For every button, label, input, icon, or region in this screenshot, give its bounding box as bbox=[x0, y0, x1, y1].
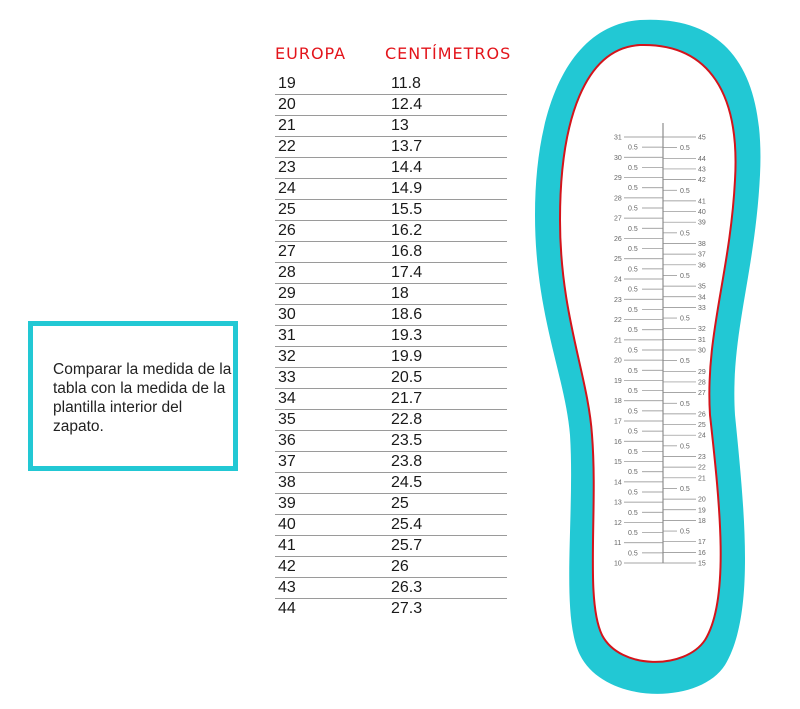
scale-label: 0.5 bbox=[680, 358, 690, 366]
table-row bbox=[275, 347, 507, 368]
table-row bbox=[275, 368, 507, 389]
scale-label: 36 bbox=[698, 262, 706, 270]
scale-label: 24 bbox=[614, 276, 622, 284]
table-row bbox=[275, 473, 507, 494]
centimeter-length: 24.5 bbox=[391, 474, 423, 491]
scale-label: 0.5 bbox=[628, 185, 638, 193]
centimeter-length: 14.4 bbox=[391, 159, 423, 176]
scale-label: 0.5 bbox=[680, 187, 690, 195]
scale-label: 25 bbox=[698, 422, 706, 430]
scale-label: 0.5 bbox=[628, 164, 638, 172]
scale-label: 0.5 bbox=[680, 272, 690, 280]
scale-label: 0.5 bbox=[680, 400, 690, 408]
europa-size: 31 bbox=[278, 327, 296, 344]
scale-label: 0.5 bbox=[680, 145, 690, 153]
centimeter-length: 25.7 bbox=[391, 537, 423, 554]
europa-size: 41 bbox=[278, 537, 296, 554]
table-row bbox=[275, 242, 507, 263]
europa-size: 32 bbox=[278, 348, 296, 365]
header-centimetros: CENTÍMETROS bbox=[385, 44, 512, 63]
table-row bbox=[275, 389, 507, 410]
scale-label: 29 bbox=[698, 368, 706, 376]
instruction-text: Comparar la medida de la tabla con la medida de la plantilla interior del zapato. bbox=[53, 361, 232, 435]
scale-label: 23 bbox=[614, 296, 622, 304]
table-row bbox=[275, 578, 507, 599]
scale-label: 28 bbox=[614, 195, 622, 203]
scale-label: 0.5 bbox=[680, 315, 690, 323]
header-europa: EUROPA bbox=[275, 44, 347, 63]
table-row bbox=[275, 410, 507, 431]
scale-label: 22 bbox=[698, 464, 706, 472]
centimeter-length: 26 bbox=[391, 558, 409, 575]
europa-size: 38 bbox=[278, 474, 296, 491]
europa-size: 42 bbox=[278, 558, 296, 575]
scale-label: 27 bbox=[614, 215, 622, 223]
scale-label: 0.5 bbox=[628, 347, 638, 355]
table-row bbox=[275, 158, 507, 179]
scale-label: 16 bbox=[698, 549, 706, 557]
scale-label: 0.5 bbox=[628, 286, 638, 294]
centimeter-length: 25.4 bbox=[391, 516, 423, 533]
scale-label: 30 bbox=[698, 347, 706, 355]
scale-label: 0.5 bbox=[680, 443, 690, 451]
scale-label: 32 bbox=[698, 326, 706, 334]
scale-label: 0.5 bbox=[680, 528, 690, 536]
table-row bbox=[275, 263, 507, 284]
centimeter-length: 12.4 bbox=[391, 96, 423, 113]
table-row bbox=[275, 515, 507, 536]
scale-label: 0.5 bbox=[680, 485, 690, 493]
scale-label: 0.5 bbox=[628, 388, 638, 396]
scale-label: 17 bbox=[698, 539, 706, 547]
centimeter-length: 18 bbox=[391, 285, 409, 302]
scale-label: 23 bbox=[698, 454, 706, 461]
scale-label: 0.5 bbox=[628, 509, 638, 517]
scale-label: 38 bbox=[698, 241, 706, 248]
scale-label: 0.5 bbox=[628, 408, 638, 416]
europa-size: 26 bbox=[278, 222, 296, 239]
scale-label: 12 bbox=[614, 519, 622, 527]
scale-label: 29 bbox=[614, 175, 622, 183]
insole-diagram bbox=[530, 15, 770, 695]
centimeter-length: 21.7 bbox=[391, 390, 423, 407]
table-row bbox=[275, 137, 507, 158]
scale-label: 15 bbox=[698, 560, 706, 568]
scale-label: 31 bbox=[698, 336, 706, 344]
europa-size: 19 bbox=[278, 75, 296, 92]
europa-size: 43 bbox=[278, 579, 296, 596]
europa-size: 37 bbox=[278, 453, 296, 470]
table-row bbox=[275, 305, 507, 326]
scale-label: 0.5 bbox=[628, 225, 638, 233]
scale-label: 31 bbox=[614, 134, 622, 142]
europa-size: 25 bbox=[278, 201, 296, 218]
europa-size: 44 bbox=[278, 600, 296, 617]
scale-label: 10 bbox=[614, 560, 622, 568]
centimeter-length: 16.8 bbox=[391, 243, 423, 260]
table-row bbox=[275, 494, 507, 515]
scale-label: 16 bbox=[614, 438, 622, 446]
table-row bbox=[275, 200, 507, 221]
scale-label: 45 bbox=[698, 134, 706, 142]
scale-label: 35 bbox=[698, 283, 706, 291]
europa-size: 29 bbox=[278, 285, 296, 302]
table-row bbox=[275, 326, 507, 347]
europa-size: 40 bbox=[278, 516, 296, 533]
scale-label: 37 bbox=[698, 251, 706, 259]
centimeter-length: 14.9 bbox=[391, 180, 423, 197]
scale-label: 0.5 bbox=[628, 489, 638, 497]
scale-label: 0.5 bbox=[628, 246, 638, 254]
centimeter-length: 27.3 bbox=[391, 600, 423, 617]
centimeter-length: 26.3 bbox=[391, 579, 423, 596]
europa-size: 34 bbox=[278, 390, 296, 407]
scale-label: 18 bbox=[698, 517, 706, 525]
table-row bbox=[275, 74, 507, 95]
scale-label: 0.5 bbox=[628, 550, 638, 558]
centimeter-length: 19.3 bbox=[391, 327, 423, 344]
scale-label: 0.5 bbox=[628, 448, 638, 456]
table-row bbox=[275, 179, 507, 200]
europa-size: 22 bbox=[278, 138, 296, 155]
scale-label: 25 bbox=[614, 256, 622, 264]
table-row bbox=[275, 95, 507, 116]
centimeter-length: 19.9 bbox=[391, 348, 423, 365]
europa-size: 23 bbox=[278, 159, 296, 176]
europa-size: 36 bbox=[278, 432, 296, 449]
scale-label: 0.5 bbox=[628, 428, 638, 436]
scale-label: 13 bbox=[614, 499, 622, 507]
scale-label: 0.5 bbox=[628, 144, 638, 152]
scale-label: 40 bbox=[698, 209, 706, 217]
scale-label: 26 bbox=[698, 411, 706, 419]
scale-label: 0.5 bbox=[628, 469, 638, 477]
scale-label: 39 bbox=[698, 219, 706, 227]
europa-size: 24 bbox=[278, 180, 296, 197]
scale-label: 43 bbox=[698, 166, 706, 174]
scale-label: 26 bbox=[614, 235, 622, 243]
scale-label: 22 bbox=[614, 317, 622, 325]
scale-label: 0.5 bbox=[628, 367, 638, 375]
size-conversion-table bbox=[275, 44, 512, 620]
scale-label: 21 bbox=[698, 475, 706, 483]
centimeter-length: 17.4 bbox=[391, 264, 423, 281]
scale-label: 20 bbox=[698, 496, 706, 504]
scale-label: 21 bbox=[614, 337, 622, 345]
table-row bbox=[275, 116, 507, 137]
table-row bbox=[275, 599, 507, 620]
europa-size: 20 bbox=[278, 96, 296, 113]
table-row bbox=[275, 452, 507, 473]
europa-size: 28 bbox=[278, 264, 296, 281]
scale-label: 0.5 bbox=[628, 327, 638, 335]
europa-size: 30 bbox=[278, 306, 296, 323]
europa-size: 39 bbox=[278, 495, 296, 512]
scale-label: 24 bbox=[698, 432, 706, 440]
scale-label: 0.5 bbox=[680, 230, 690, 238]
table-row bbox=[275, 284, 507, 305]
europa-size: 33 bbox=[278, 369, 296, 386]
scale-label: 0.5 bbox=[628, 306, 638, 314]
table-row bbox=[275, 221, 507, 242]
scale-label: 0.5 bbox=[628, 205, 638, 213]
scale-label: 30 bbox=[614, 154, 622, 162]
centimeter-length: 13.7 bbox=[391, 138, 423, 155]
scale-label: 34 bbox=[698, 294, 706, 302]
centimeter-length: 23.8 bbox=[391, 453, 423, 470]
europa-size: 27 bbox=[278, 243, 296, 260]
scale-label: 17 bbox=[614, 418, 622, 426]
scale-label: 28 bbox=[698, 379, 706, 387]
table-row bbox=[275, 536, 507, 557]
scale-label: 33 bbox=[698, 304, 706, 312]
scale-label: 0.5 bbox=[628, 266, 638, 274]
scale-label: 42 bbox=[698, 177, 706, 185]
scale-label: 15 bbox=[614, 459, 622, 467]
centimeter-length: 11.8 bbox=[391, 75, 421, 92]
centimeter-length: 15.5 bbox=[391, 201, 423, 218]
instruction-box bbox=[28, 321, 238, 471]
scale-label: 14 bbox=[614, 479, 622, 487]
scale-label: 20 bbox=[614, 357, 622, 365]
europa-size: 21 bbox=[278, 117, 296, 134]
centimeter-length: 23.5 bbox=[391, 432, 423, 449]
table-row bbox=[275, 557, 507, 578]
table-header bbox=[275, 44, 512, 74]
scale-label: 44 bbox=[698, 155, 706, 163]
scale-label: 19 bbox=[614, 377, 622, 385]
scale-label: 18 bbox=[614, 398, 622, 406]
centimeter-length: 16.2 bbox=[391, 222, 423, 239]
table-row bbox=[275, 431, 507, 452]
centimeter-length: 13 bbox=[391, 117, 409, 134]
scale-label: 41 bbox=[698, 198, 706, 206]
table-body bbox=[275, 74, 507, 620]
scale-label: 27 bbox=[698, 390, 706, 398]
europa-size: 35 bbox=[278, 411, 296, 428]
centimeter-length: 18.6 bbox=[391, 306, 423, 323]
scale-label: 0.5 bbox=[628, 530, 638, 538]
centimeter-length: 22.8 bbox=[391, 411, 423, 428]
centimeter-length: 25 bbox=[391, 495, 409, 512]
centimeter-length: 20.5 bbox=[391, 369, 423, 386]
scale-label: 11 bbox=[614, 540, 622, 548]
scale-label: 19 bbox=[698, 507, 706, 515]
